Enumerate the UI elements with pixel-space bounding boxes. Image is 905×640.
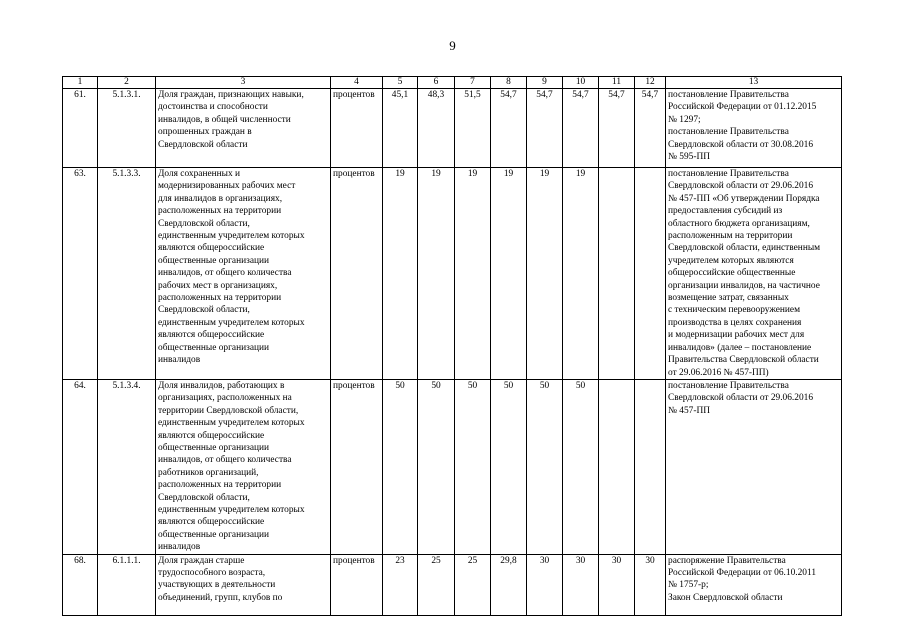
value-cell <box>599 168 635 380</box>
value-cell: 19 <box>563 168 599 380</box>
indicator-code: 5.1.3.3. <box>98 168 156 380</box>
row-number: 68. <box>63 554 98 615</box>
unit-of-measure: процентов <box>331 554 383 615</box>
table-row <box>63 89 842 168</box>
column-header: 11 <box>599 77 635 89</box>
column-header: 5 <box>383 77 418 89</box>
column-header: 9 <box>527 77 563 89</box>
unit-of-measure: процентов <box>331 168 383 380</box>
row-number: 61. <box>63 89 98 168</box>
table-row <box>63 379 842 554</box>
table-row <box>63 168 842 380</box>
source-document: распоряжение Правительства Российской Федерации от 06.10.2011 № 1757-р; Закон Свердловской области <box>666 554 842 615</box>
unit-of-measure: процентов <box>331 89 383 168</box>
value-cell: 48,3 <box>418 89 455 168</box>
row-number: 63. <box>63 168 98 380</box>
column-header: 3 <box>156 77 331 89</box>
column-header: 12 <box>635 77 666 89</box>
indicator-code: 5.1.3.4. <box>98 379 156 554</box>
value-cell: 19 <box>455 168 491 380</box>
value-cell: 25 <box>418 554 455 615</box>
value-cell: 23 <box>383 554 418 615</box>
value-cell: 54,7 <box>563 89 599 168</box>
value-cell: 54,7 <box>491 89 527 168</box>
source-document: постановление Правительства Свердловской области от 29.06.2016 № 457-ПП «Об утверждении Порядка предоставления субсидий из областного бюджета организациям, расположенным на территории Свердловской области, единственным учредителем которых являются общероссийские общественные организации инвалидов, на частичное возмещение затрат, связанных с техническим перевооружением производства в целях сохранения и модернизации рабочих мест для инвалидов» (далее – постановление Правительства Свердловской области от 29.06.2016 № 457-ПП) <box>666 168 842 380</box>
value-cell: 19 <box>383 168 418 380</box>
page-number: 9 <box>449 38 456 53</box>
column-header: 1 <box>63 77 98 89</box>
indicators-table <box>62 76 842 616</box>
value-cell: 29,8 <box>491 554 527 615</box>
value-cell <box>635 168 666 380</box>
column-header: 10 <box>563 77 599 89</box>
value-cell <box>635 379 666 554</box>
value-cell: 30 <box>563 554 599 615</box>
value-cell: 54,7 <box>527 89 563 168</box>
value-cell: 50 <box>491 379 527 554</box>
value-cell: 54,7 <box>599 89 635 168</box>
value-cell: 51,5 <box>455 89 491 168</box>
indicator-name: Доля граждан старше трудоспособного возраста, участвующих в деятельности объединений, групп, клубов по <box>156 554 331 615</box>
value-cell: 50 <box>563 379 599 554</box>
value-cell: 19 <box>418 168 455 380</box>
value-cell: 45,1 <box>383 89 418 168</box>
source-document: постановление Правительства Российской Федерации от 01.12.2015 № 1297; постановление Правительства Свердловской области от 30.08.2016 № 595-ПП <box>666 89 842 168</box>
column-header: 4 <box>331 77 383 89</box>
column-header: 7 <box>455 77 491 89</box>
value-cell: 30 <box>599 554 635 615</box>
column-header: 2 <box>98 77 156 89</box>
table-row <box>63 554 842 615</box>
value-cell: 50 <box>527 379 563 554</box>
value-cell: 19 <box>491 168 527 380</box>
column-header: 13 <box>666 77 842 89</box>
indicator-name: Доля граждан, признающих навыки, достоинства и способности инвалидов, в общей численности опрошенных граждан в Свердловской области <box>156 89 331 168</box>
source-document: постановление Правительства Свердловской области от 29.06.2016 № 457-ПП <box>666 379 842 554</box>
value-cell: 30 <box>635 554 666 615</box>
value-cell: 19 <box>527 168 563 380</box>
indicator-code: 5.1.3.1. <box>98 89 156 168</box>
value-cell: 50 <box>455 379 491 554</box>
row-number: 64. <box>63 379 98 554</box>
unit-of-measure: процентов <box>331 379 383 554</box>
column-header: 6 <box>418 77 455 89</box>
value-cell: 25 <box>455 554 491 615</box>
indicator-name: Доля сохраненных и модернизированных рабочих мест для инвалидов в организациях, расположенных на территории Свердловской области, единственным учредителем которых являются общероссийские общественные организации инвалидов, от общего количества рабочих мест в организациях, расположенных на территории Свердловской области, единственным учредителем которых являются общероссийские общественные организации инвалидов <box>156 168 331 380</box>
value-cell <box>599 379 635 554</box>
column-number-header-row <box>63 77 842 89</box>
indicator-code: 6.1.1.1. <box>98 554 156 615</box>
value-cell: 50 <box>418 379 455 554</box>
value-cell: 54,7 <box>635 89 666 168</box>
column-header: 8 <box>491 77 527 89</box>
value-cell: 50 <box>383 379 418 554</box>
indicator-name: Доля инвалидов, работающих в организациях, расположенных на территории Свердловской области, единственным учредителем которых являются общероссийские общественные организации инвалидов, от общего количества работников организаций, расположенных на территории Свердловской области, единственным учредителем которых являются общероссийские общественные организации инвалидов <box>156 379 331 554</box>
value-cell: 30 <box>527 554 563 615</box>
